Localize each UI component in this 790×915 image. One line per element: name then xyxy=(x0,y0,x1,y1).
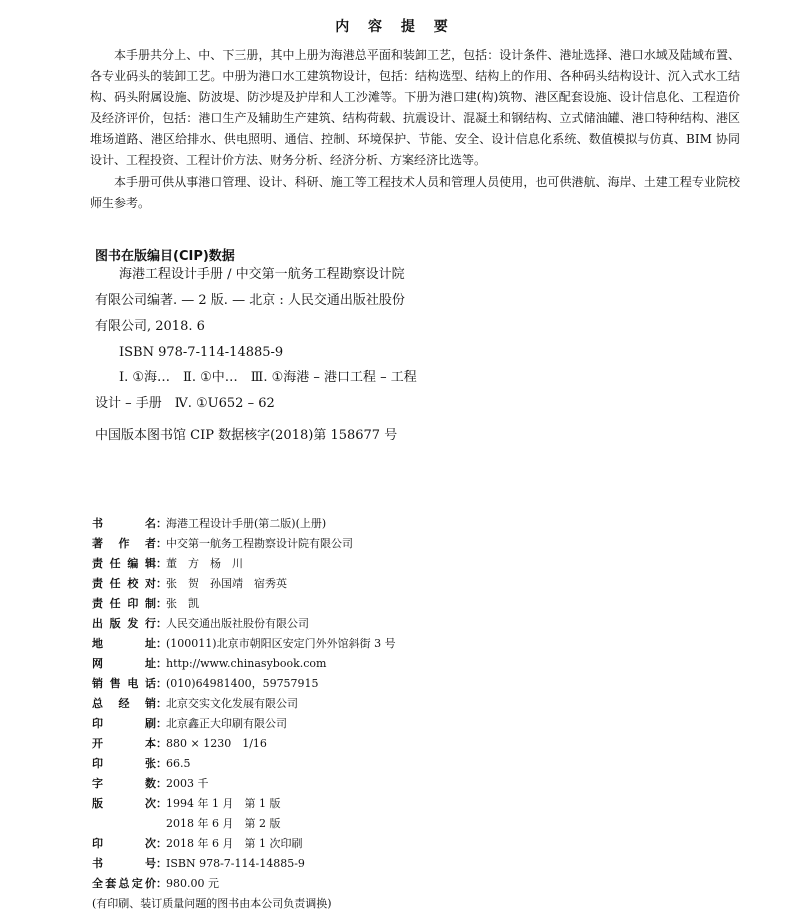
copyright-key: 责任编辑 xyxy=(92,557,156,570)
cip-classification xyxy=(95,365,417,417)
copyright-row xyxy=(92,694,396,714)
copyright-row xyxy=(92,614,396,634)
copyright-value: 2018 年 6 月 第 1 次印刷 xyxy=(166,837,303,850)
copyright-value: (100011)北京市朝阳区安定门外外馆斜街 3 号 xyxy=(166,637,396,650)
copyright-key: 印张 xyxy=(92,757,156,770)
copyright-value: (010)64981400，59757915 xyxy=(166,677,319,690)
cip-heading: 图书在版编目(CIP)数据 xyxy=(95,249,235,264)
copyright-row xyxy=(92,874,396,894)
cip-line: 有限公司编著. — 2 版. — 北京 : 人民交通出版社股份 xyxy=(95,293,405,308)
colon: ： xyxy=(156,597,167,610)
copyright-value: 张 贺 孙国靖 宿秀英 xyxy=(166,577,287,590)
copyright-row xyxy=(92,554,396,574)
copyright-row xyxy=(92,514,396,534)
colon: ： xyxy=(156,877,167,890)
copyright-row xyxy=(92,814,396,834)
abstract-text: 本手册可供从事港口管理、设计、科研、施工等工程技术人员和管理人员使用，也可供港航、海岸、土建工程专业院校师生参考。 xyxy=(90,175,740,210)
copyright-value: 人民交通出版社股份有限公司 xyxy=(166,617,309,630)
cip-line: 海港工程设计手册 / 中交第一航务工程勘察设计院 xyxy=(119,267,405,282)
copyright-info xyxy=(92,514,396,914)
copyright-value: 中交第一航务工程勘察设计院有限公司 xyxy=(166,537,353,550)
copyright-row xyxy=(92,654,396,674)
abstract-paragraph-2 xyxy=(90,172,740,214)
colon: ： xyxy=(156,837,167,850)
copyright-row xyxy=(92,734,396,754)
colon: ： xyxy=(156,697,167,710)
copyright-value: ISBN 978-7-114-14885-9 xyxy=(166,857,305,870)
copyright-key: 责任校对 xyxy=(92,577,156,590)
colon: ： xyxy=(156,617,167,630)
copyright-row xyxy=(92,714,396,734)
copyright-row xyxy=(92,534,396,554)
copyright-row xyxy=(92,574,396,594)
copyright-key: 书号 xyxy=(92,857,156,870)
copyright-key: 地址 xyxy=(92,637,156,650)
copyright-value: 1994 年 1 月 第 1 版 xyxy=(166,797,281,810)
copyright-key: 出版发行 xyxy=(92,617,156,630)
copyright-value: 980.00 元 xyxy=(166,877,219,890)
cip-line: 有限公司, 2018. 6 xyxy=(95,319,205,334)
copyright-value: 海港工程设计手册(第二版)(上册) xyxy=(166,517,327,530)
copyright-value: 北京鑫正大印刷有限公司 xyxy=(166,717,287,730)
colon: ： xyxy=(156,737,167,750)
copyright-value: 2018 年 6 月 第 2 版 xyxy=(166,817,281,830)
cip-record xyxy=(95,262,405,366)
copyright-key: 开本 xyxy=(92,737,156,750)
abstract-text: 本手册共分上、中、下三册，其中上册为海港总平面和装卸工艺，包括：设计条件、港址选择、港口水域及陆域布置、各专业码头的装卸工艺。中册为港口水工建筑物设计，包括：结构选型、结构上的作用、各种码头结构设计、沉入式水工结构、码头附属设施、防波堤、防沙堤及护岸和人工沙滩等。下册为港口建(构)筑物、港区配套设施、设计信息化、工程造价及经济评价，包括：港口生产及辅助生产建筑、结构荷载、抗震设计、混凝土和钢结构、立式储油罐、港口特种结构、港区堆场道路、港区给排水、供电照明、通信、控制、环境保护、节能、安全、设计信息化系统、数值模拟与仿真、BIM 协同设计、工程投资、工程计价方法、财务分析、经济分析、方案经济比选等。 xyxy=(90,48,740,167)
copyright-row xyxy=(92,674,396,694)
colon: ： xyxy=(156,577,167,590)
copyright-row xyxy=(92,754,396,774)
copyright-key: 印刷 xyxy=(92,717,156,730)
colon: ： xyxy=(156,637,167,650)
cip-line: 设计 – 手册 Ⅳ. ①U652 – 62 xyxy=(95,396,275,411)
copyright-row xyxy=(92,774,396,794)
cip-isbn: ISBN 978-7-114-14885-9 xyxy=(119,345,284,360)
copyright-key: 版次 xyxy=(92,797,156,810)
colon: ： xyxy=(156,857,167,870)
copyright-key: 总经销 xyxy=(92,697,156,710)
copyright-key: 销售电话 xyxy=(92,677,156,690)
copyright-row xyxy=(92,634,396,654)
quality-note: (有印刷、装订质量问题的图书由本公司负责调换) xyxy=(92,897,332,910)
cip-check-number: 中国版本图书馆 CIP 数据核字(2018)第 158677 号 xyxy=(95,428,398,443)
cip-line: Ⅰ. ①海… Ⅱ. ①中… Ⅲ. ①海港 – 港口工程 – 工程 xyxy=(119,370,417,385)
abstract-paragraph-1 xyxy=(90,45,740,171)
copyright-row xyxy=(92,834,396,854)
colon: ： xyxy=(156,677,167,690)
copyright-key: 书名 xyxy=(92,517,156,530)
copyright-value: 北京交实文化发展有限公司 xyxy=(166,697,298,710)
copyright-value: 2003 千 xyxy=(166,777,209,790)
colon: ： xyxy=(156,657,167,670)
colon: ： xyxy=(156,537,167,550)
copyright-value: 66.5 xyxy=(166,757,191,770)
colon: ： xyxy=(156,797,167,810)
colon: ： xyxy=(156,757,167,770)
copyright-key: 全套总定价 xyxy=(92,877,156,890)
colon: ： xyxy=(156,777,167,790)
copyright-value: 880 × 1230 1/16 xyxy=(166,737,267,750)
copyright-key: 责任印制 xyxy=(92,597,156,610)
copyright-row xyxy=(92,854,396,874)
copyright-row xyxy=(92,594,396,614)
colon: ： xyxy=(156,557,167,570)
copyright-value: 董 方 杨 川 xyxy=(166,557,243,570)
colon: ： xyxy=(156,717,167,730)
copyright-value: 张 凯 xyxy=(166,597,199,610)
page-title: 内 容 提 要 xyxy=(335,19,455,35)
copyright-row xyxy=(92,794,396,814)
copyright-key: 印次 xyxy=(92,837,156,850)
colon: ： xyxy=(156,517,167,530)
copyright-key: 著作者 xyxy=(92,537,156,550)
copyright-key: 字数 xyxy=(92,777,156,790)
copyright-key: 网址 xyxy=(92,657,156,670)
copyright-value: http://www.chinasybook.com xyxy=(166,657,327,670)
